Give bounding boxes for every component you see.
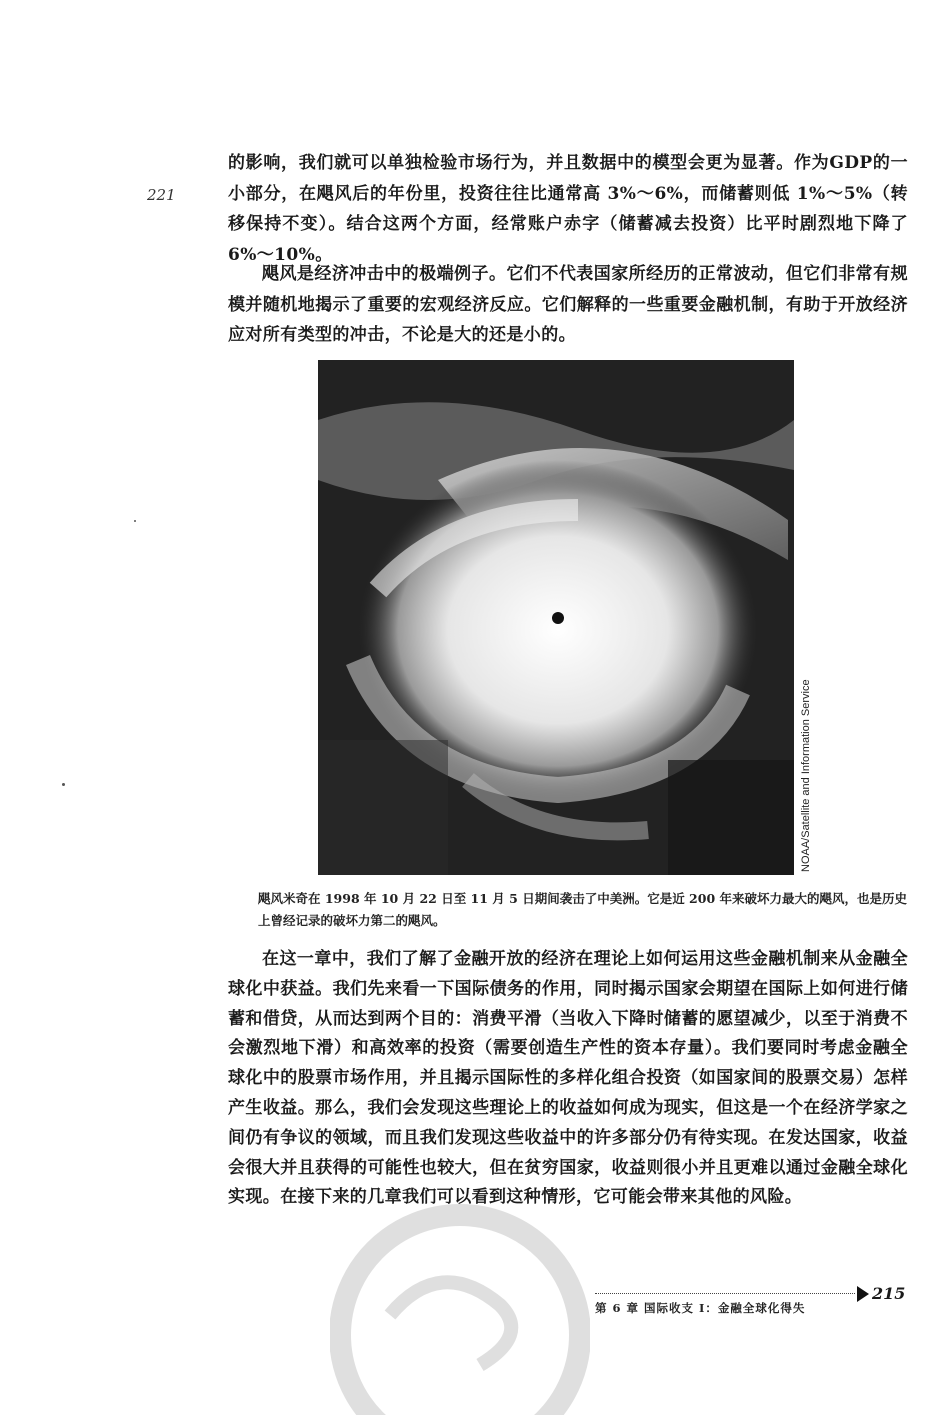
hurricane-satellite-image: [318, 360, 794, 875]
paragraph-intro: 的影响，我们就可以单独检验市场行为，并且数据中的模型会更为显著。作为GDP的一小部分，在飓风后的年份里，投资往往比通常高 3%～6%，而储蓄则低 1%～5%（转移保持不变）。结合这两个方面，经常账户赤字（储蓄减去投资）比平时剧烈地下降了 6%～10%。: [228, 153, 908, 265]
scan-speck: [134, 520, 136, 522]
photo-credit: NOAA/Satellite and Information Service: [800, 679, 812, 872]
figure-caption: 飓风米奇在 1998 年 10 月 22 日至 11 月 5 日期间袭击了中美洲。它是近 200 年来破坏力最大的飓风，也是历史上曾经记录的破坏力第二的飓风。: [258, 891, 907, 928]
chapter-running-footer: 第 6 章 国际收支 I：金融全球化得失: [595, 1301, 806, 1315]
footer-arrow-icon: [857, 1286, 869, 1302]
paragraph-hurricanes: 飓风是经济冲击中的极端例子。它们不代表国家所经历的正常波动，但它们非常有规模并随机地揭示了重要的宏观经济反应。它们解释的一些重要金融机制，有助于开放经济应对所有类型的冲击，不论是大的还是小的。: [228, 264, 908, 345]
page-number: 215: [872, 1284, 906, 1303]
footer-divider: [595, 1293, 855, 1294]
margin-page-number: 221: [147, 186, 176, 204]
paragraph-chapter-overview: 在这一章中，我们了解了金融开放的经济在理论上如何运用这些金融机制来从金融全球化中获益。我们先来看一下国际债务的作用，同时揭示国家会期望在国际上如何进行储蓄和借贷，从而达到两个目的：消费平滑（当收入下降时储蓄的愿望减少，以至于消费不会激烈地下滑）和高效率的投资（需要创造生产性的资本存量）。我们要同时考虑金融全球化中的股票市场作用，并且揭示国际性的多样化组合投资（如国家间的股票交易）怎样产生收益。那么，我们会发现这些理论上的收益如何成为现实，但这是一个在经济学家之间仍有争议的领域，而且我们发现这些收益中的许多部分仍有待实现。在发达国家，收益会很大并且获得的可能性也较大，但在贫穷国家，收益则很小并且更难以通过金融全球化实现。在接下来的几章我们可以看到这种情形，它可能会带来其他的风险。: [228, 949, 908, 1208]
watermark-seal: [330, 1195, 590, 1415]
scan-speck: [62, 783, 65, 786]
